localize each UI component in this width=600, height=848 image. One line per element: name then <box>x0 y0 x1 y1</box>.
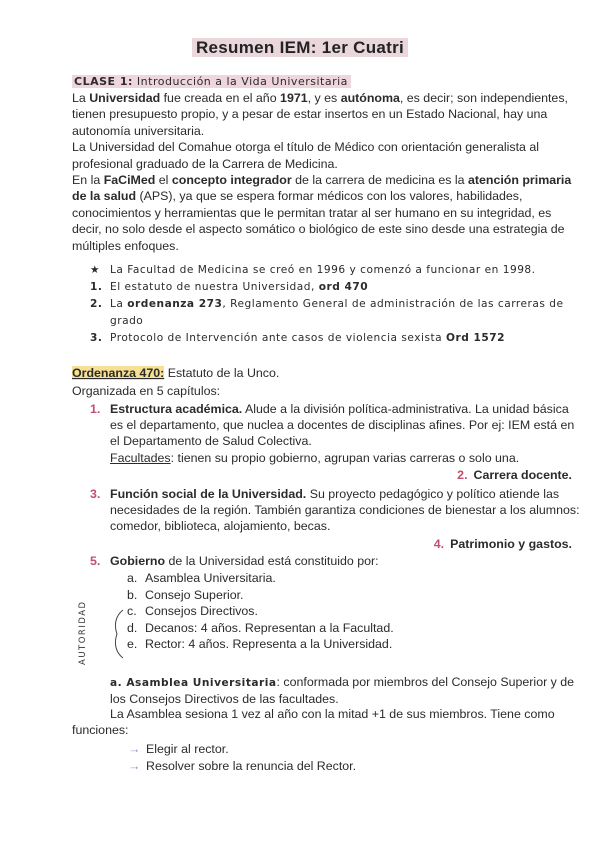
list-item: → Resolver sobre la renuncia del Rector. <box>128 759 357 773</box>
chapter-1: 1. Estructura académica. Alude a la división política-administrativa. La unidad básica es el departamento, que nuclea a docentes de disciplinas afines. Por ej: IEM está en el Departamento de Salud Colectiva. Facultades: tienen su propio gobierno, agrupan varias carreras o solo una. <box>90 402 575 465</box>
arrow-right-icon: → <box>128 759 141 773</box>
intro-paragraph: La Universidad fue creada en el año 1971, y es autónoma, es decir; son independientes, tienen presupuesto propio, y a pesar de estar insertos en un Estado Nacional, hay una autonomía universitaria. La Universidad del Comahue otorga el título de Médico con orientación generalista al profesional graduado de la Carrera de Medicina. En la FaCiMed el concepto integrador de la carrera de medicina es la atención primaria de la salud (APS), ya que se espera formar médicos con los valores, habilidades, conocimientos y herramientas que le permitan tratar al ser humano en su integridad, es decir, no solo desde el aspecto somático o biológico de este sino desde una estrategia de múltiples enfoques. <box>72 91 572 253</box>
list-item: d. Decanos: 4 años. Representan a la Facultad. <box>127 620 394 635</box>
assembly-paragraph: a. Asamblea Universitaria: conformada por miembros del Consejo Superior y de los Consejos Directivos de las facultades. <box>110 675 575 707</box>
list-item: 2. La ordenanza 273, Reglamento General de administración de las carreras de grado <box>90 298 564 327</box>
chapter-5: 5. Gobierno de la Universidad está constituido por: <box>90 554 379 568</box>
list-item: 1. El estatuto de nuestra Universidad, ord 470 <box>90 281 369 293</box>
authority-label: AUTORIDAD <box>78 600 88 665</box>
class-heading: CLASE 1: Introducción a la Vida Universitaria <box>72 75 351 88</box>
list-item: → Elegir al rector. <box>128 742 229 756</box>
brace-icon <box>111 608 125 660</box>
list-item: c. Consejos Directivos. <box>127 604 258 619</box>
functions-list <box>128 741 356 775</box>
ordinance-heading: Ordenanza 470: Estatuto de la Unco. <box>72 366 280 380</box>
list-item: e. Rector: 4 años. Representa a la Universidad. <box>127 637 393 652</box>
government-list <box>127 570 394 653</box>
chapter-3: 3. Función social de la Universidad. Su proyecto pedagógico y político atiende las necesidades de la región. También garantiza condiciones de bienestar a los alumnos: comedor, biblioteca, alojamiento, becas. <box>90 487 580 534</box>
list-item: b. Consejo Superior. <box>127 587 244 602</box>
chapter-2: 2. Carrera docente. <box>457 468 572 482</box>
list-item: 3. Protocolo de Intervención ante casos de violencia sexista Ord 1572 <box>90 332 505 344</box>
facts-list <box>90 262 590 347</box>
chapters-intro: Organizada en 5 capítulos: <box>72 384 221 398</box>
arrow-right-icon: → <box>128 742 141 756</box>
page-title: Resumen IEM: 1er Cuatri <box>0 38 600 58</box>
list-item: a. Asamblea Universitaria. <box>127 571 276 585</box>
assembly-functions-intro: La Asamblea sesiona 1 vez al año con la mitad +1 de sus miembros. Tiene como funciones: <box>72 707 555 738</box>
chapter-4: 4. Patrimonio y gastos. <box>433 537 572 551</box>
list-item: ★ La Facultad de Medicina se creó en 1996 y comenzó a funcionar en 1998. <box>90 262 590 279</box>
star-icon: ★ <box>90 264 100 276</box>
